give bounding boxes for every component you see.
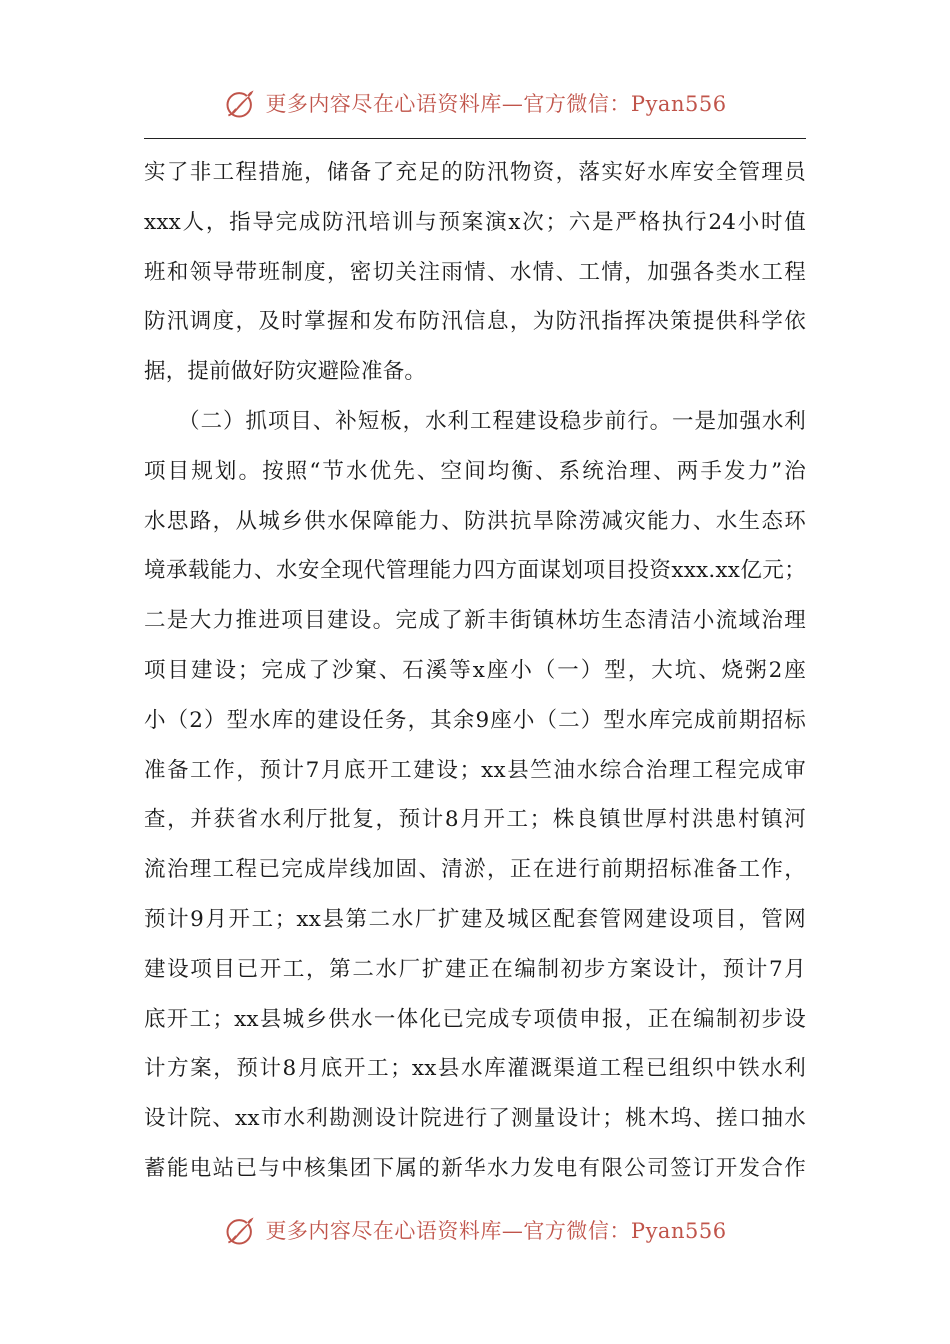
header-rule — [144, 138, 806, 139]
text-line: 项目建设；完成了沙窠、石溪等x座小（一）型，大坑、烧粥2座 — [144, 657, 806, 683]
text-line: 预计9月开工；xx县第二水厂扩建及城区配套管网建设项目，管网 — [144, 906, 806, 932]
quill-pen-logo-icon — [223, 1212, 259, 1248]
text-line: 班和领导带班制度，密切关注雨情、水情、工情，加强各类水工程 — [144, 259, 806, 285]
document-body — [144, 148, 806, 1194]
header-banner — [0, 80, 950, 126]
text-line: 防汛调度，及时掌握和发布防汛信息，为防汛指挥决策提供科学依 — [144, 309, 806, 335]
header-banner-text: 更多内容尽在心语资料库—官方微信：Pyan556 — [265, 92, 727, 116]
text-line: 设计院、xx市水利勘测设计院进行了测量设计；桃木坞、搓口抽水 — [144, 1106, 806, 1132]
text-line: （二）抓项目、补短板，水利工程建设稳步前行。一是加强水利 — [144, 408, 806, 434]
text-line: 底开工；xx县城乡供水一体化已完成专项债申报，正在编制初步设 — [144, 1006, 806, 1032]
footer-banner — [0, 1207, 950, 1253]
text-line: 蓄能电站已与中核集团下属的新华水力发电有限公司签订开发合作 — [144, 1155, 806, 1181]
text-line: 水思路，从城乡供水保障能力、防洪抗旱除涝减灾能力、水生态环 — [144, 508, 806, 534]
text-line: 据，提前做好防灾避险准备。 — [144, 359, 427, 385]
text-line: 准备工作，预计7月底开工建设；xx县竺油水综合治理工程完成审 — [144, 757, 806, 783]
quill-pen-logo-icon — [223, 85, 259, 121]
text-line: 项目规划。按照“节水优先、空间均衡、系统治理、两手发力”治 — [144, 458, 806, 484]
text-line: 计方案，预计8月底开工；xx县水库灌溉渠道工程已组织中铁水利 — [144, 1056, 806, 1082]
footer-banner-text: 更多内容尽在心语资料库—官方微信：Pyan556 — [265, 1219, 727, 1243]
text-line: 实了非工程措施，储备了充足的防汛物资，落实好水库安全管理员 — [144, 160, 806, 185]
text-line: 二是大力推进项目建设。完成了新丰街镇林坊生态清洁小流域治理 — [144, 608, 806, 634]
text-line: 查，并获省水利厅批复，预计8月开工；株良镇世厚村洪患村镇河 — [144, 807, 806, 833]
text-line: 建设项目已开工，第二水厂扩建正在编制初步方案设计，预计7月 — [144, 956, 806, 982]
text-line: 境承载能力、水安全现代管理能力四方面谋划项目投资xxx.xx亿元； — [144, 558, 806, 584]
text-line: 流治理工程已完成岸线加固、清淤，正在进行前期招标准备工作， — [144, 857, 806, 883]
text-line: xxx人，指导完成防汛培训与预案演x次；六是严格执行24小时值 — [144, 209, 806, 235]
text-line: 小（2）型水库的建设任务，其余9座小（二）型水库完成前期招标 — [144, 707, 806, 733]
